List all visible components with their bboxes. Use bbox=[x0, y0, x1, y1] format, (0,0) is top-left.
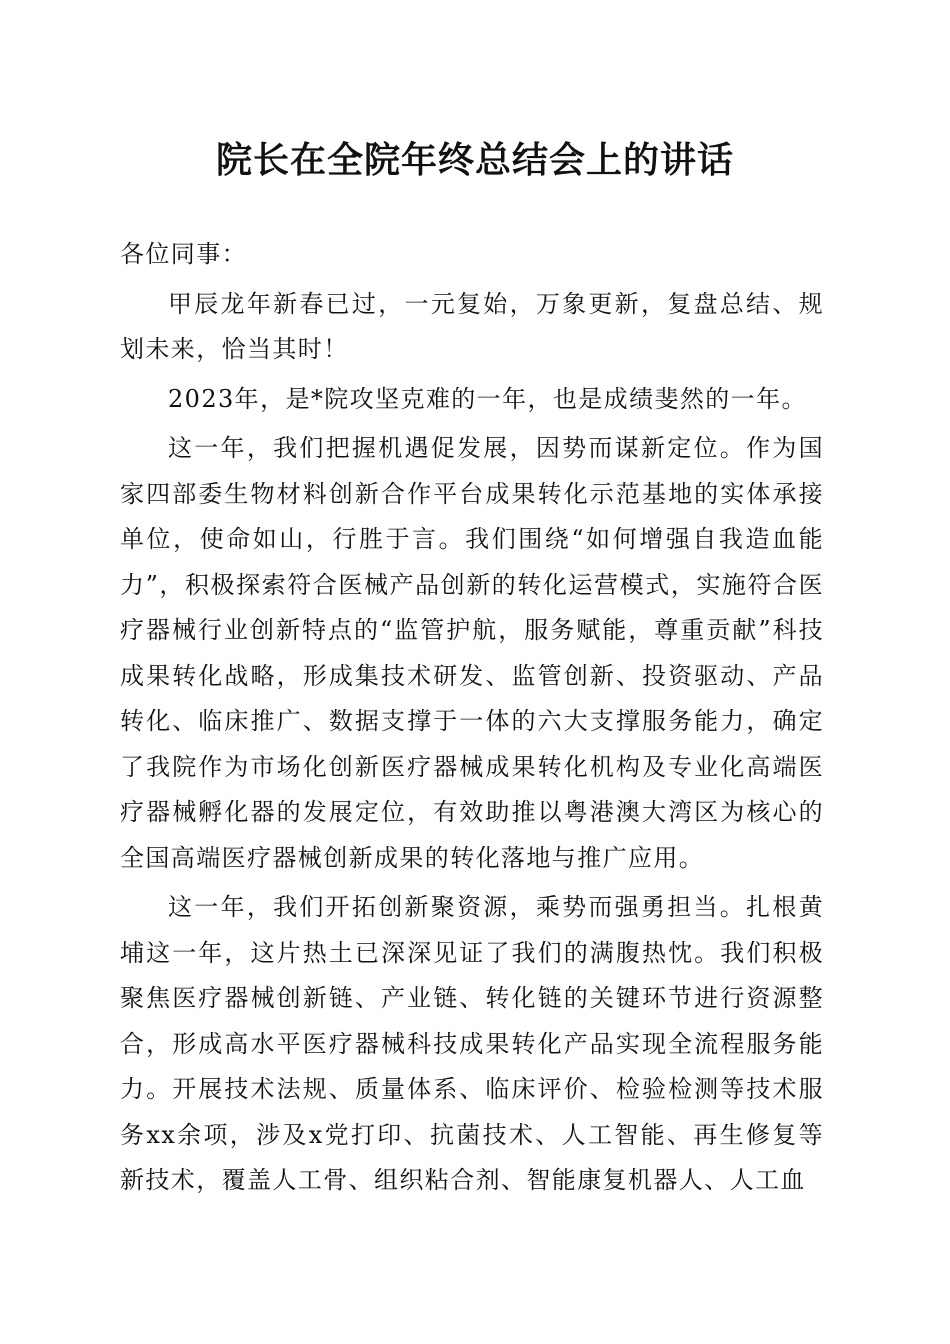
document-title: 院长在全院年终总结会上的讲话 bbox=[215, 139, 734, 181]
paragraph-opening: 甲辰龙年新春已过，一元复始，万象更新，复盘总结、规划未来，恰当其时！ bbox=[120, 289, 824, 363]
document-body bbox=[120, 232, 824, 1208]
paragraph-positioning: 这一年，我们把握机遇促发展，因势而谋新定位。作为国家四部委生物材料创新合作平台成果转化示范基地的实体承接单位，使命如山，行胜于言。我们围绕“如何增强自我造血能力”，积极探索符合医械产品创新的转化运营模式，实施符合医疗器械行业创新特点的“监管护航，服务赋能，尊重贡献”科技成果转化战略，形成集技术研发、监管创新、投资驱动、产品转化、临床推广、数据支撑于一体的六大支撑服务能力，确定了我院作为市场化创新医疗器械成果转化机构及专业化高端医疗器械孵化器的发展定位，有效助推以粤港澳大湾区为核心的全国高端医疗器械创新成果的转化落地与推广应用。 bbox=[120, 434, 824, 872]
paragraph-resources: 这一年，我们开拓创新聚资源，乘势而强勇担当。扎根黄埔这一年，这片热土已深深见证了我们的满腹热忱。我们积极聚焦医疗器械创新链、产业链、转化链的关键环节进行资源整合，形成高水平医疗器械科技成果转化产品实现全流程服务能力。开展技术法规、质量体系、临床评价、检验检测等技术服务xx余项，涉及x党打印、抗菌技术、人工智能、再生修复等新技术，覆盖人工骨、组织粘合剂、智能康复机器人、人工血 bbox=[120, 893, 824, 1194]
paragraph-year-summary: 2023年，是*院攻坚克难的一年，也是成绩斐然的一年。 bbox=[168, 384, 807, 413]
salutation: 各位同事： bbox=[120, 240, 247, 268]
